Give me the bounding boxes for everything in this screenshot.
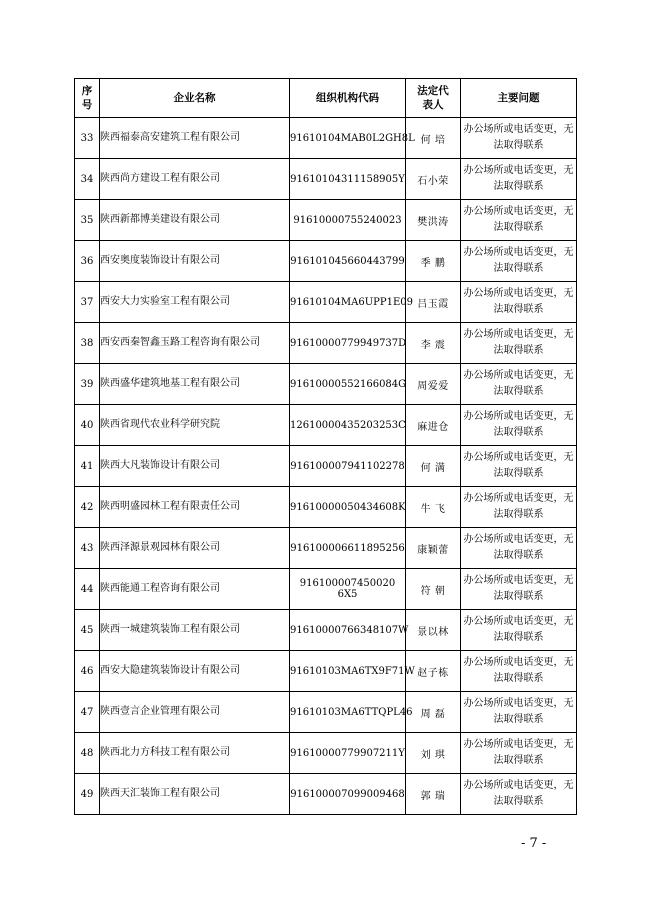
row-number: 36 [75,241,100,282]
company-name: 陕西壹言企业管理有限公司 [100,692,290,733]
company-name: 陕西福泰高安建筑工程有限公司 [100,118,290,159]
table-row [75,405,577,446]
organization-code: 91610103MA6TX9F71W [290,651,406,692]
enterprise-table [74,78,577,815]
table-row [75,200,577,241]
main-issue: 办公场所或电话变更，无法取得联系 [461,446,577,487]
legal-representative: 符 朝 [406,569,461,610]
legal-representative: 景以林 [406,610,461,651]
organization-code: 91610000050434608K [290,487,406,528]
organization-code: 91610104MAB0L2GH8L [290,118,406,159]
table-row [75,610,577,651]
organization-code: 916100006611895256 [290,528,406,569]
organization-code: 91610104311158905Y [290,159,406,200]
table-row [75,446,577,487]
organization-code: 91610000552166084G [290,364,406,405]
company-name: 陕西泽源景观园林有限公司 [100,528,290,569]
company-name: 陕西明盛园林工程有限责任公司 [100,487,290,528]
table-header-row [75,79,577,118]
legal-representative: 李 震 [406,323,461,364]
company-name: 陕西北力方科技工程有限公司 [100,733,290,774]
company-name: 陕西新都博美建设有限公司 [100,200,290,241]
organization-code: 91610104MA6UPP1E09 [290,282,406,323]
table-row [75,118,577,159]
table-row [75,323,577,364]
organization-code: 91610000779907211Y [290,733,406,774]
company-name: 西安大力实验室工程有限公司 [100,282,290,323]
legal-representative: 吕玉霞 [406,282,461,323]
company-name: 陕西一城建筑装饰工程有限公司 [100,610,290,651]
table-row [75,364,577,405]
main-issue: 办公场所或电话变更，无法取得联系 [461,200,577,241]
table-row [75,528,577,569]
legal-representative: 康颖蕾 [406,528,461,569]
legal-representative: 季 鹏 [406,241,461,282]
main-issue: 办公场所或电话变更，无法取得联系 [461,733,577,774]
main-issue: 办公场所或电话变更，无法取得联系 [461,528,577,569]
company-name: 西安奥度装饰设计有限公司 [100,241,290,282]
row-number: 45 [75,610,100,651]
row-number: 35 [75,200,100,241]
row-number: 41 [75,446,100,487]
table-row [75,651,577,692]
organization-code: 916101045660443799 [290,241,406,282]
header-code: 组织机构代码 [290,79,406,118]
main-issue: 办公场所或电话变更，无法取得联系 [461,364,577,405]
organization-code: 916100007450020 6X5 [290,569,406,610]
header-issue: 主要问题 [461,79,577,118]
header-name: 企业名称 [100,79,290,118]
row-number: 47 [75,692,100,733]
main-issue: 办公场所或电话变更，无法取得联系 [461,159,577,200]
main-issue: 办公场所或电话变更，无法取得联系 [461,610,577,651]
main-issue: 办公场所或电话变更，无法取得联系 [461,487,577,528]
main-issue: 办公场所或电话变更，无法取得联系 [461,241,577,282]
legal-representative: 牛 飞 [406,487,461,528]
table-row [75,487,577,528]
table-row [75,692,577,733]
row-number: 38 [75,323,100,364]
row-number: 39 [75,364,100,405]
row-number: 48 [75,733,100,774]
main-issue: 办公场所或电话变更，无法取得联系 [461,282,577,323]
table-row [75,774,577,815]
organization-code: 12610000435203253C [290,405,406,446]
legal-representative: 赵子栋 [406,651,461,692]
header-rep: 法定代表人 [406,79,461,118]
organization-code: 91610000755240023 [290,200,406,241]
legal-representative: 周爱爱 [406,364,461,405]
company-name: 西安西秦智鑫玉路工程咨询有限公司 [100,323,290,364]
main-issue: 办公场所或电话变更，无法取得联系 [461,774,577,815]
legal-representative: 何 满 [406,446,461,487]
legal-representative: 周 磊 [406,692,461,733]
company-name: 陕西盛华建筑地基工程有限公司 [100,364,290,405]
company-name: 陕西尚方建设工程有限公司 [100,159,290,200]
company-name: 陕西能通工程咨询有限公司 [100,569,290,610]
main-issue: 办公场所或电话变更，无法取得联系 [461,569,577,610]
company-name: 陕西大凡装饰设计有限公司 [100,446,290,487]
row-number: 33 [75,118,100,159]
organization-code: 916100007099009468 [290,774,406,815]
company-name: 陕西天汇装饰工程有限公司 [100,774,290,815]
legal-representative: 刘 琪 [406,733,461,774]
main-issue: 办公场所或电话变更，无法取得联系 [461,405,577,446]
organization-code: 91610103MA6TTQPL46 [290,692,406,733]
organization-code: 91610000766348107W [290,610,406,651]
header-no: 序号 [75,79,100,118]
main-issue: 办公场所或电话变更，无法取得联系 [461,118,577,159]
row-number: 49 [75,774,100,815]
legal-representative: 樊洪涛 [406,200,461,241]
row-number: 40 [75,405,100,446]
row-number: 42 [75,487,100,528]
row-number: 37 [75,282,100,323]
legal-representative: 麻进仓 [406,405,461,446]
table-row [75,159,577,200]
table-row [75,733,577,774]
legal-representative: 石小荣 [406,159,461,200]
legal-representative: 郭 瑞 [406,774,461,815]
legal-representative: 何 培 [406,118,461,159]
row-number: 34 [75,159,100,200]
organization-code: 91610000779949737D [290,323,406,364]
page-number: - 7 - [521,836,547,851]
company-name: 陕西省现代农业科学研究院 [100,405,290,446]
table-row [75,569,577,610]
organization-code: 916100007941102278 [290,446,406,487]
main-issue: 办公场所或电话变更，无法取得联系 [461,651,577,692]
table-row [75,241,577,282]
row-number: 43 [75,528,100,569]
table-row [75,282,577,323]
row-number: 44 [75,569,100,610]
row-number: 46 [75,651,100,692]
main-issue: 办公场所或电话变更，无法取得联系 [461,323,577,364]
company-name: 西安大隐建筑装饰设计有限公司 [100,651,290,692]
main-issue: 办公场所或电话变更，无法取得联系 [461,692,577,733]
